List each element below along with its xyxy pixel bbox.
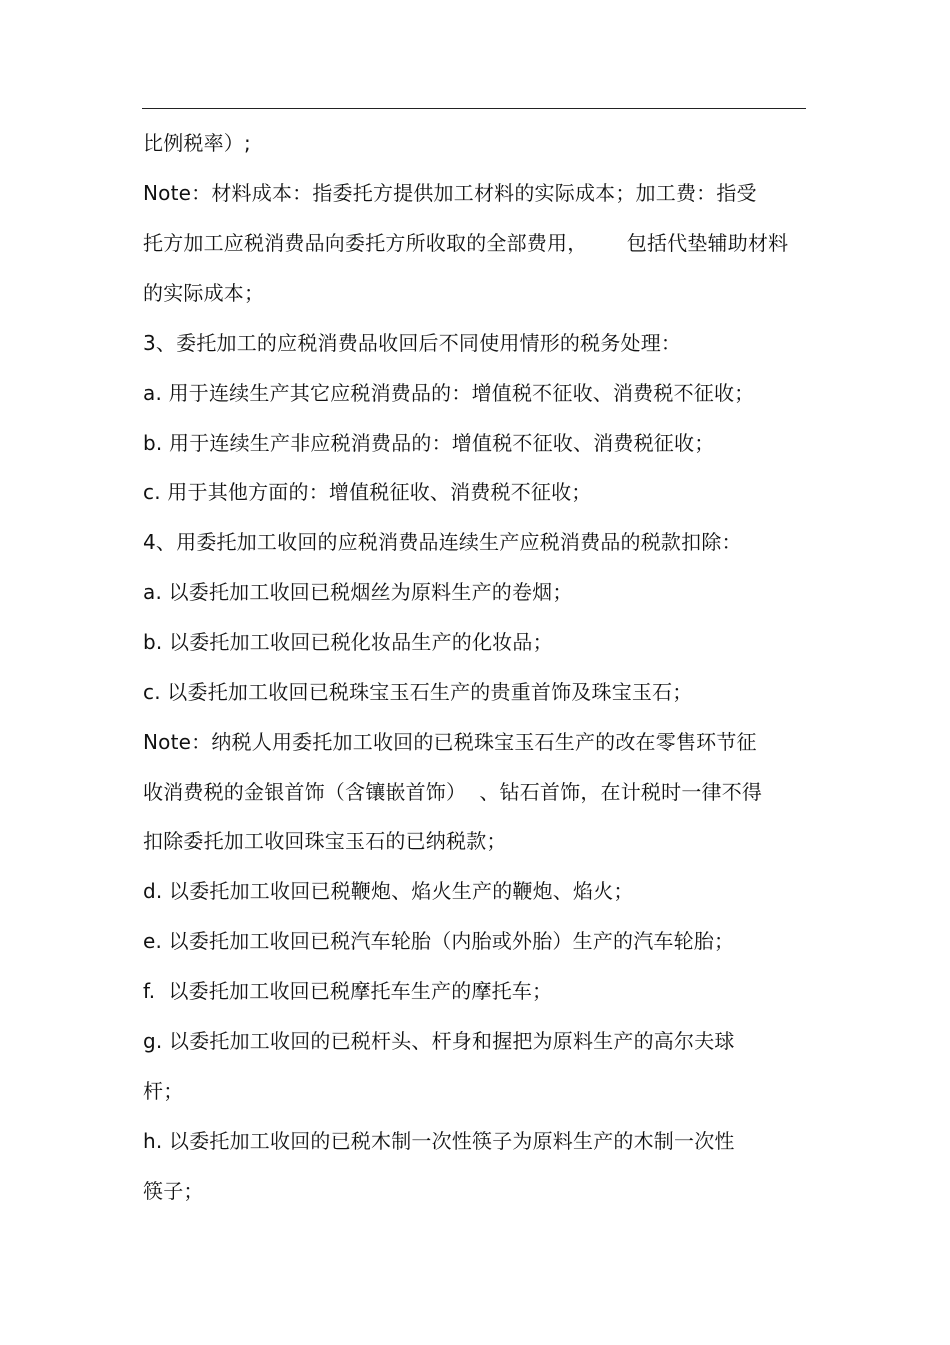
text-line: Note：纳税人用委托加工收回的已税珠宝玉石生产的改在零售环节征 [143,730,757,754]
text-line: 的实际成本； [143,281,265,305]
text-line: d. 以委托加工收回已税鞭炮、焰火生产的鞭炮、焰火； [143,879,634,903]
text-line: 3、委托加工的应税消费品收回后不同使用情形的税务处理： [143,331,682,355]
text-line: c. 以委托加工收回已税珠宝玉石生产的贵重首饰及珠宝玉石； [143,680,693,704]
text-line: a. 用于连续生产其它应税消费品的：增值税不征收、消费税不征收； [143,381,755,405]
text-line: e. 以委托加工收回已税汽车轮胎（内胎或外胎）生产的汽车轮胎； [143,929,735,953]
text-line: 扣除委托加工收回珠宝玉石的已纳税款； [143,829,507,853]
text-line: g. 以委托加工收回的已税杆头、杆身和握把为原料生产的高尔夫球 [143,1029,735,1053]
text-line: a. 以委托加工收回已税烟丝为原料生产的卷烟； [143,580,573,604]
text-line: h. 以委托加工收回的已税木制一次性筷子为原料生产的木制一次性 [143,1129,735,1153]
text-line: 杆； [143,1079,184,1103]
text-line: b. 以委托加工收回已税化妆品生产的化妆品； [143,630,553,654]
text-line: 4、用委托加工收回的应税消费品连续生产应税消费品的税款扣除： [143,530,742,554]
text-line: 筷子； [143,1179,204,1203]
text-line: b. 用于连续生产非应税消费品的：增值税不征收、消费税征收； [143,431,715,455]
text-line: 托方加工应税消费品向委托方所收取的全部费用， 包括代垫辅助材料 [143,231,789,255]
text-line: Note：材料成本：指委托方提供加工材料的实际成本；加工费：指受 [143,181,757,205]
text-line: 收消费税的金银首饰（含镶嵌首饰） 、钻石首饰，在计税时一律不得 [143,780,763,804]
text-line: c. 用于其他方面的：增值税征收、消费税不征收； [143,480,592,504]
text-line: f. 以委托加工收回已税摩托车生产的摩托车； [143,979,553,1003]
text-line: 比例税率）; [143,131,251,155]
header-rule [142,108,806,109]
